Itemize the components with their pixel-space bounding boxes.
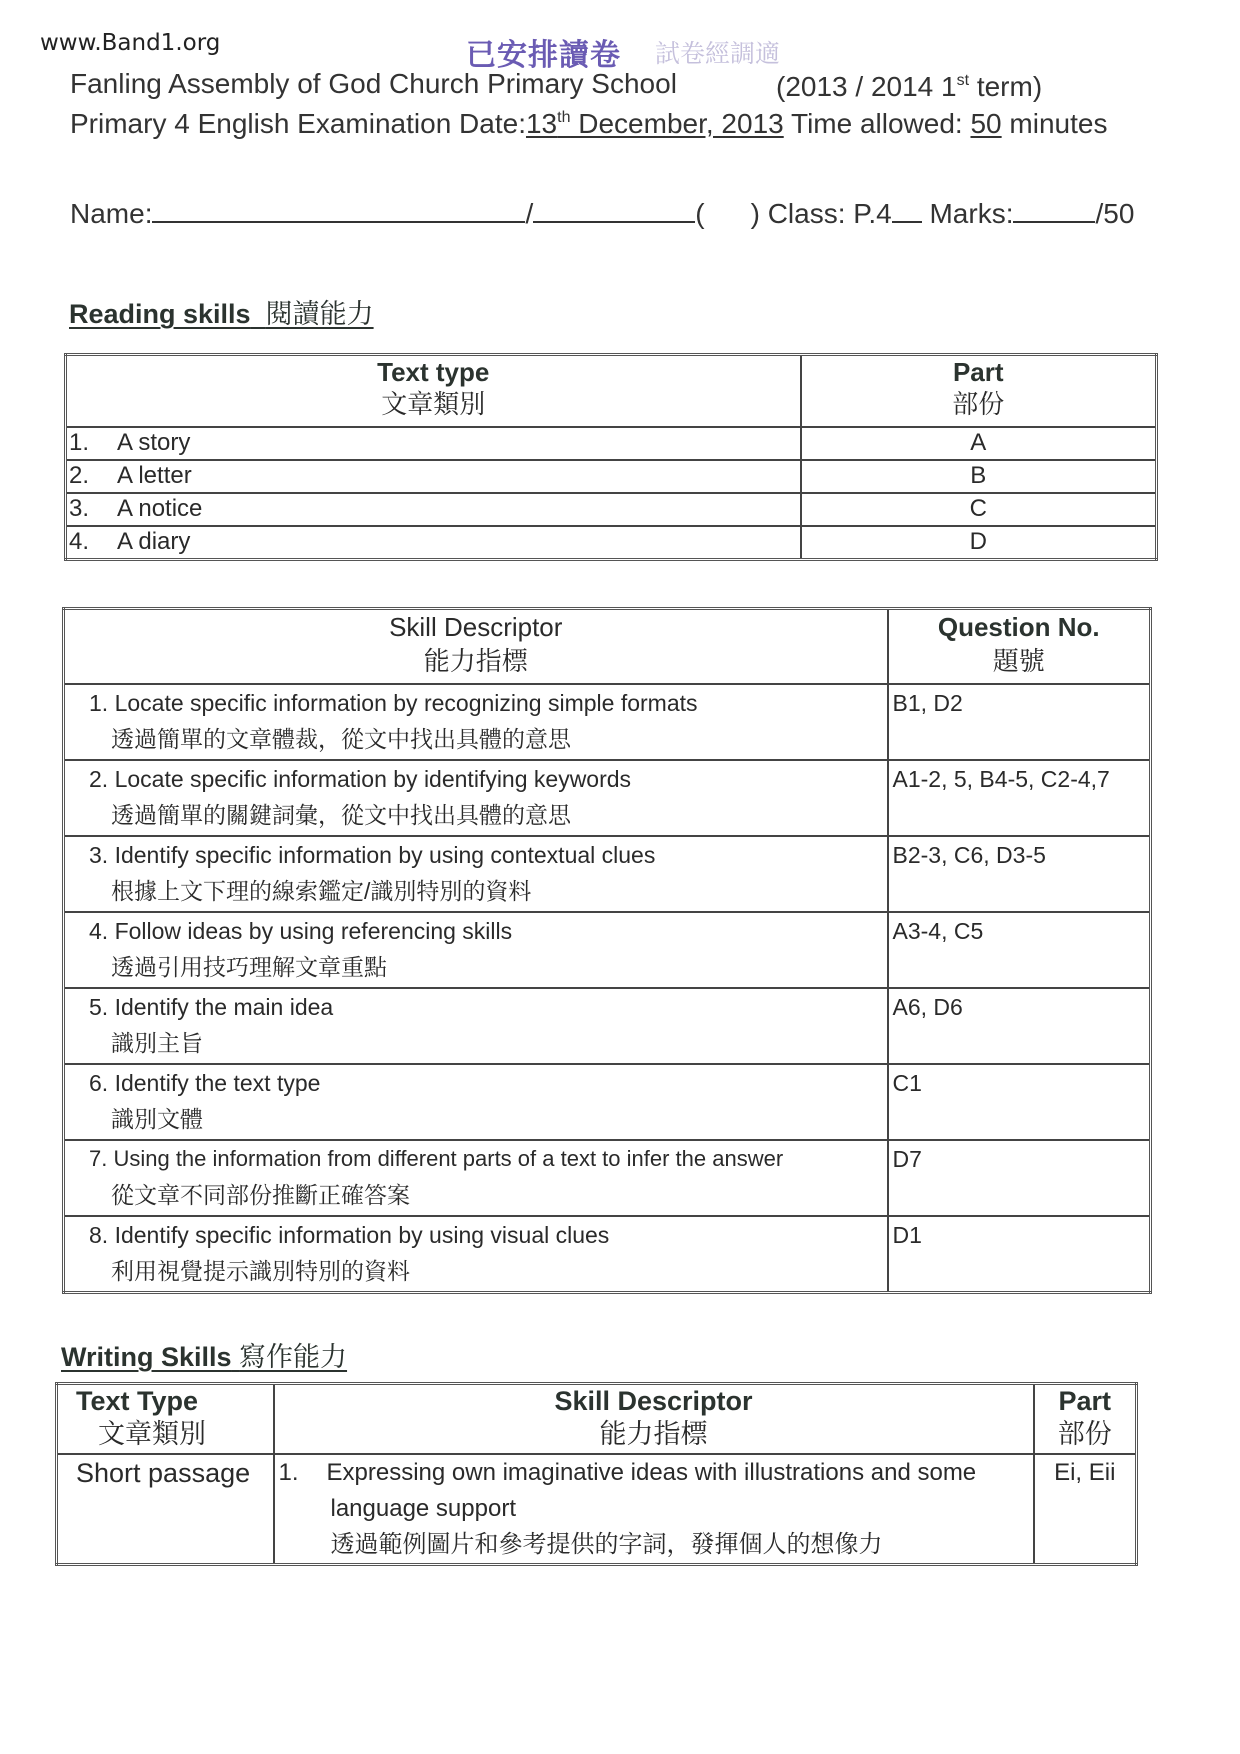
skill-en: 4. Follow ideas by using referencing skills	[89, 917, 513, 944]
exam-info	[70, 108, 1107, 140]
part-header-en: Part	[952, 357, 1004, 387]
text-type-cell	[66, 493, 801, 526]
marks-label: Marks:	[929, 198, 1014, 229]
table-row	[66, 427, 1157, 460]
skill-descriptor-header	[274, 1384, 1034, 1454]
skill-zh: 透過範例圖片和參考提供的字詞，發揮個人的想像力	[330, 1530, 883, 1558]
text-type-header	[57, 1384, 274, 1454]
row-number: 1.	[69, 428, 90, 456]
school-name: Fanling Assembly of God Church Primary School	[70, 68, 677, 99]
qno-header-en: Question No.	[937, 612, 1100, 642]
skill-en-line2: language support	[330, 1494, 516, 1522]
exam-date	[526, 108, 784, 139]
skill-zh: 從文章不同部份推斷正確答案	[111, 1181, 410, 1208]
question-no-cell: B2-3, C6, D3-5	[888, 836, 1151, 912]
reading-skills-heading	[69, 292, 374, 331]
class-label: Class: P.4	[767, 198, 892, 229]
skill-zh: 識別文體	[111, 1105, 203, 1132]
table-row	[64, 684, 1151, 760]
skill-en: 2. Locate specific information by identifying keywords	[89, 765, 632, 792]
skill-descriptor-cell	[274, 1454, 1034, 1565]
term-suffix: term)	[969, 71, 1043, 102]
skill-header-zh: 能力指標	[423, 646, 528, 676]
time-unit: minutes	[1001, 108, 1108, 139]
exam-label: Primary 4 English Examination Date:	[70, 108, 526, 139]
question-no-cell: A6, D6	[888, 988, 1151, 1064]
text-type: A notice	[117, 494, 203, 522]
term-label	[776, 71, 1042, 103]
type-header-en: Text Type	[76, 1386, 199, 1416]
table-row	[66, 493, 1157, 526]
skill-descriptor-cell	[64, 684, 888, 760]
skill-descriptor-cell	[64, 1064, 888, 1140]
reading-heading-en: Reading skills	[69, 299, 251, 329]
skill-header-en: Skill Descriptor	[554, 1386, 753, 1416]
question-no-cell: D7	[888, 1140, 1151, 1216]
writing-heading-zh: 寫作能力	[239, 1342, 348, 1372]
chinese-name-field[interactable]	[533, 195, 695, 223]
skill-en-line1: Expressing own imaginative ideas with illustrations and some	[326, 1458, 977, 1486]
qno-header-zh: 題號	[992, 646, 1045, 676]
skill-descriptor-cell	[64, 760, 888, 836]
text-type: A diary	[117, 527, 191, 555]
row-number: 1.	[278, 1458, 299, 1486]
row-number: 3.	[69, 494, 90, 522]
time-label: Time allowed:	[783, 108, 971, 139]
skill-header-en: Skill Descriptor	[389, 612, 563, 642]
skill-zh: 根據上文下理的線索鑑定/識別特別的資料	[111, 877, 532, 904]
table-row	[64, 836, 1151, 912]
skill-descriptor-cell	[64, 988, 888, 1064]
skill-descriptor-cell	[64, 1216, 888, 1293]
paren-open: (	[695, 198, 705, 229]
table-row	[64, 760, 1151, 836]
text-type-cell: Short passage	[57, 1454, 274, 1565]
date-day: 13	[525, 108, 558, 139]
marks-field[interactable]	[1013, 195, 1095, 223]
writing-heading-en: Writing Skills	[61, 1342, 232, 1372]
part-cell: D	[801, 526, 1157, 560]
question-no-cell: C1	[888, 1064, 1151, 1140]
skill-zh: 透過簡單的文章體裁，從文中找出具體的意思	[111, 725, 571, 752]
type-header-zh: 文章類別	[98, 1419, 206, 1449]
skill-zh: 識別主旨	[111, 1029, 203, 1056]
skill-en: 1. Locate specific information by recognizing simple formats	[89, 689, 698, 716]
skill-en: 7. Using the information from different parts of a text to infer the answer	[89, 1145, 784, 1171]
skill-descriptor-cell	[64, 912, 888, 988]
table-row	[64, 1216, 1151, 1293]
part-header	[801, 355, 1157, 427]
table-header-row	[57, 1384, 1137, 1454]
term-prefix: (2013 / 2014 1	[776, 71, 957, 102]
table-header-row	[66, 355, 1157, 427]
skill-zh: 透過簡單的關鍵詞彙，從文中找出具體的意思	[111, 801, 571, 828]
text-type-header-en: Text type	[377, 357, 490, 387]
question-no-cell: B1, D2	[888, 684, 1151, 760]
table-row	[64, 1140, 1151, 1216]
skill-en: 6. Identify the text type	[89, 1069, 321, 1096]
question-no-cell: D1	[888, 1216, 1151, 1293]
class-field[interactable]	[892, 195, 922, 223]
skill-en: 5. Identify the main idea	[89, 993, 334, 1020]
marks-total: /50	[1095, 198, 1135, 229]
part-cell: A	[801, 427, 1157, 460]
table-header-row	[64, 609, 1151, 684]
table-row	[64, 1064, 1151, 1140]
part-header-zh: 部份	[952, 389, 1005, 419]
table-row	[57, 1454, 1137, 1565]
site-url: www.Band1.org	[40, 30, 221, 56]
text-type-cell	[66, 427, 801, 460]
review-stamp: 已安排讀卷	[466, 38, 621, 73]
table-row	[64, 912, 1151, 988]
part-header-en: Part	[1058, 1386, 1112, 1416]
skill-en: 3. Identify specific information by using contextual clues	[89, 841, 656, 868]
text-type-header	[66, 355, 801, 427]
skill-zh: 利用視覺提示識別特別的資料	[111, 1257, 410, 1284]
reading-heading-zh: 閱讀能力	[265, 299, 374, 329]
slash: /	[525, 198, 534, 229]
time-value: 50	[970, 108, 1002, 139]
writing-skills-table	[55, 1382, 1138, 1566]
part-header-zh: 部份	[1057, 1419, 1112, 1449]
question-no-cell: A1-2, 5, B4-5, C2-4,7	[888, 760, 1151, 836]
paren-close: )	[750, 198, 760, 229]
skill-en: 8. Identify specific information by using visual clues	[89, 1221, 610, 1248]
reading-skills-table	[62, 607, 1152, 1294]
text-type-header-zh: 文章類別	[381, 389, 486, 419]
writing-skills-heading	[61, 1335, 347, 1374]
adapted-stamp: 試卷經調適	[655, 39, 781, 68]
table-row	[64, 988, 1151, 1064]
name-field[interactable]	[152, 195, 525, 223]
skill-descriptor-cell	[64, 836, 888, 912]
row-number: 4.	[69, 527, 90, 555]
skill-zh: 透過引用技巧理解文章重點	[111, 953, 387, 980]
row-number: 2.	[69, 461, 90, 489]
skill-header-zh: 能力指標	[599, 1419, 708, 1449]
text-type: A letter	[117, 461, 192, 489]
question-no-header	[888, 609, 1151, 684]
part-cell: C	[801, 493, 1157, 526]
part-cell: Ei, Eii	[1034, 1454, 1137, 1565]
date-rest: December, 2013	[570, 108, 784, 139]
text-types-table	[64, 353, 1158, 561]
student-info-line	[70, 195, 1134, 230]
part-cell: B	[801, 460, 1157, 493]
text-type: A story	[117, 428, 191, 456]
skill-descriptor-cell	[64, 1140, 888, 1216]
part-header	[1034, 1384, 1137, 1454]
term-sup: st	[956, 72, 970, 89]
text-type-cell	[66, 526, 801, 560]
table-row	[66, 526, 1157, 560]
text-type-cell	[66, 460, 801, 493]
skill-descriptor-header	[64, 609, 888, 684]
name-label: Name:	[70, 198, 153, 229]
date-sup: th	[557, 109, 571, 126]
table-row	[66, 460, 1157, 493]
question-no-cell: A3-4, C5	[888, 912, 1151, 988]
